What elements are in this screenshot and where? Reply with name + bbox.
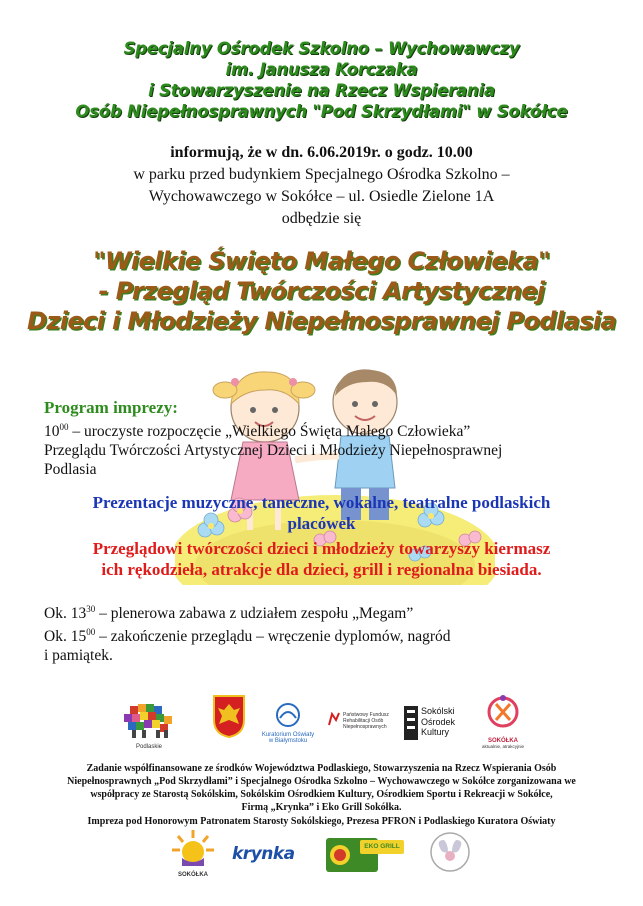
schedule-minutes: 30 <box>86 604 96 614</box>
kuratorium-logo <box>258 702 318 752</box>
event-title-line: "Wielkie Święto Małego Człowieka" <box>93 247 550 275</box>
program-line-opening <box>44 418 604 441</box>
sokolka-sub: aktualnie, atrakcyjnie <box>481 744 525 749</box>
info-line: odbędzie się <box>281 210 362 227</box>
eko-grill-label: EKO GRILL <box>364 843 400 850</box>
header-line: Osób Niepełnosprawnych "Pod Skrzydłami" w Sokółce <box>75 102 568 121</box>
sokolka-sun-logo <box>170 828 216 880</box>
info-line: w parku przed budynkiem Specjalnego Ośrodka Szkolno – <box>133 166 510 183</box>
schedule-item <box>44 600 604 623</box>
funding-line: Zadanie współfinansowane ze środków Województwa Podlaskiego, Stowarzyszenia na Rzecz Wspierania Osób <box>86 763 557 774</box>
partner-logos <box>0 690 643 760</box>
program-line1-text: – uroczyste rozpoczęcie „Wielkiego Święta Małego Człowieka” <box>68 423 471 440</box>
sokolka-icon <box>478 692 528 734</box>
organizer-header <box>0 38 643 122</box>
podlaskie-label: Podlaskie <box>135 744 162 750</box>
schedule-text: – zakończenie przeglądu – wręczenie dyplomów, nagród <box>95 628 451 645</box>
event-title <box>0 246 643 336</box>
angel-logo <box>428 830 472 874</box>
sok-label: Sokólski <box>421 706 455 716</box>
sokolka-logo <box>478 692 528 752</box>
pfron-logo <box>328 712 398 742</box>
krynka-logo <box>232 844 302 868</box>
schedule-item <box>44 623 604 646</box>
sok-text <box>421 706 455 746</box>
pfron-text <box>343 712 389 730</box>
pfron-label: Rehabilitacji Osób <box>343 718 384 724</box>
kuratorium-icon <box>258 702 318 728</box>
event-title-line: - Przegląd Twórczości Artystycznej <box>98 277 545 305</box>
info-line: Wychowawczego w Sokółce – ul. Osiedle Zielone 1A <box>148 188 495 205</box>
sok-icon <box>404 706 418 740</box>
fair-line: ich rękodzieła, atrakcje dla dzieci, grill i regionalna biesiada. <box>101 560 542 579</box>
krynka-label: krynka <box>232 844 295 864</box>
schedule-text: – plenerowa zabawa z udziałem zespołu „Megam” <box>95 605 414 622</box>
eko-grill-logo <box>360 840 404 854</box>
info-line-date: informują, że w dn. 6.06.2019r. o godz. 10.00 <box>170 144 473 161</box>
sok-logo <box>404 706 474 746</box>
pfron-icon <box>328 712 340 726</box>
program-line: Podlasia <box>44 461 97 478</box>
schedule-item-cont: i pamiątek. <box>44 647 113 664</box>
program-hour: 10 <box>44 423 60 440</box>
header-line: i Stowarzyszenie na Rzecz Wspierania <box>148 81 495 100</box>
header-line: im. Janusza Korczaka <box>225 60 418 79</box>
sok-label: Kultury <box>421 727 450 737</box>
kuratorium-label: Kuratorium Oświaty <box>261 732 315 738</box>
program-minutes: 00 <box>59 422 69 432</box>
angel-wings-icon <box>428 830 472 874</box>
fair-text <box>40 538 603 580</box>
program-line: Przeglądu Twórczości Artystycznej Dzieci i Młodzieży Niepełnosprawnej <box>44 442 503 459</box>
funding-line: Firmą „Krynka” i Eko Grill Sokółka. <box>241 802 402 813</box>
funding-line: współpracy ze Starostą Sokólskim, Sokólskim Ośrodkiem Kultury, Ośrodkiem Sportu i Rekreacji w Sokółce, <box>90 789 553 800</box>
sok-label: Ośrodek <box>421 716 456 727</box>
pfron-label: Państwowy Fundusz <box>343 712 389 718</box>
patronage-line: Impreza pod Honorowym Patronatem Starosty Sokólskiego, Prezesa PFRON i Podlaskiego Kuratora Oświaty <box>87 816 556 827</box>
sponsor-logos <box>0 826 643 886</box>
presentations-text <box>40 492 603 534</box>
schedule-minutes: 00 <box>86 627 96 637</box>
schedule-section <box>44 600 604 665</box>
sun-icon <box>170 828 216 868</box>
sokolka-caption: SOKÓŁKA <box>178 872 208 878</box>
coat-of-arms-icon <box>212 694 246 738</box>
presentations-line: Prezentacje muzyczne, taneczne, wokalne, teatralne podlaskich <box>92 493 551 512</box>
sokolka-label: SOKÓŁKA <box>488 738 518 744</box>
funding-note <box>30 762 613 828</box>
schedule-time: Ok. 15 <box>44 628 87 645</box>
presentations-line: placówek <box>287 514 356 533</box>
pfron-row <box>328 712 398 730</box>
schedule-time: Ok. 13 <box>44 605 87 622</box>
event-info <box>0 142 643 230</box>
podlaskie-logo <box>118 702 180 752</box>
funding-line: Niepełnosprawnych „Pod Skrzydłami” i Specjalnego Ośrodka Szkolno – Wychowawczego w Sokółce zorganizowana we <box>67 776 576 787</box>
bison-icon <box>118 702 180 740</box>
coat-of-arms-logo <box>212 694 246 738</box>
kuratorium-label: w Białymstoku <box>268 738 308 744</box>
pfron-label: Niepełnosprawnych <box>343 724 387 730</box>
fair-line: Przeglądowi twórczości dzieci i młodzieży towarzyszy kiermasz <box>92 539 551 558</box>
program-title: Program imprezy: <box>44 398 178 417</box>
header-line: Specjalny Ośrodek Szkolno – Wychowawczy <box>123 39 520 58</box>
event-title-line: Dzieci i Młodzieży Niepełnosprawnej Podlasia <box>27 307 616 335</box>
program-section <box>44 398 604 479</box>
